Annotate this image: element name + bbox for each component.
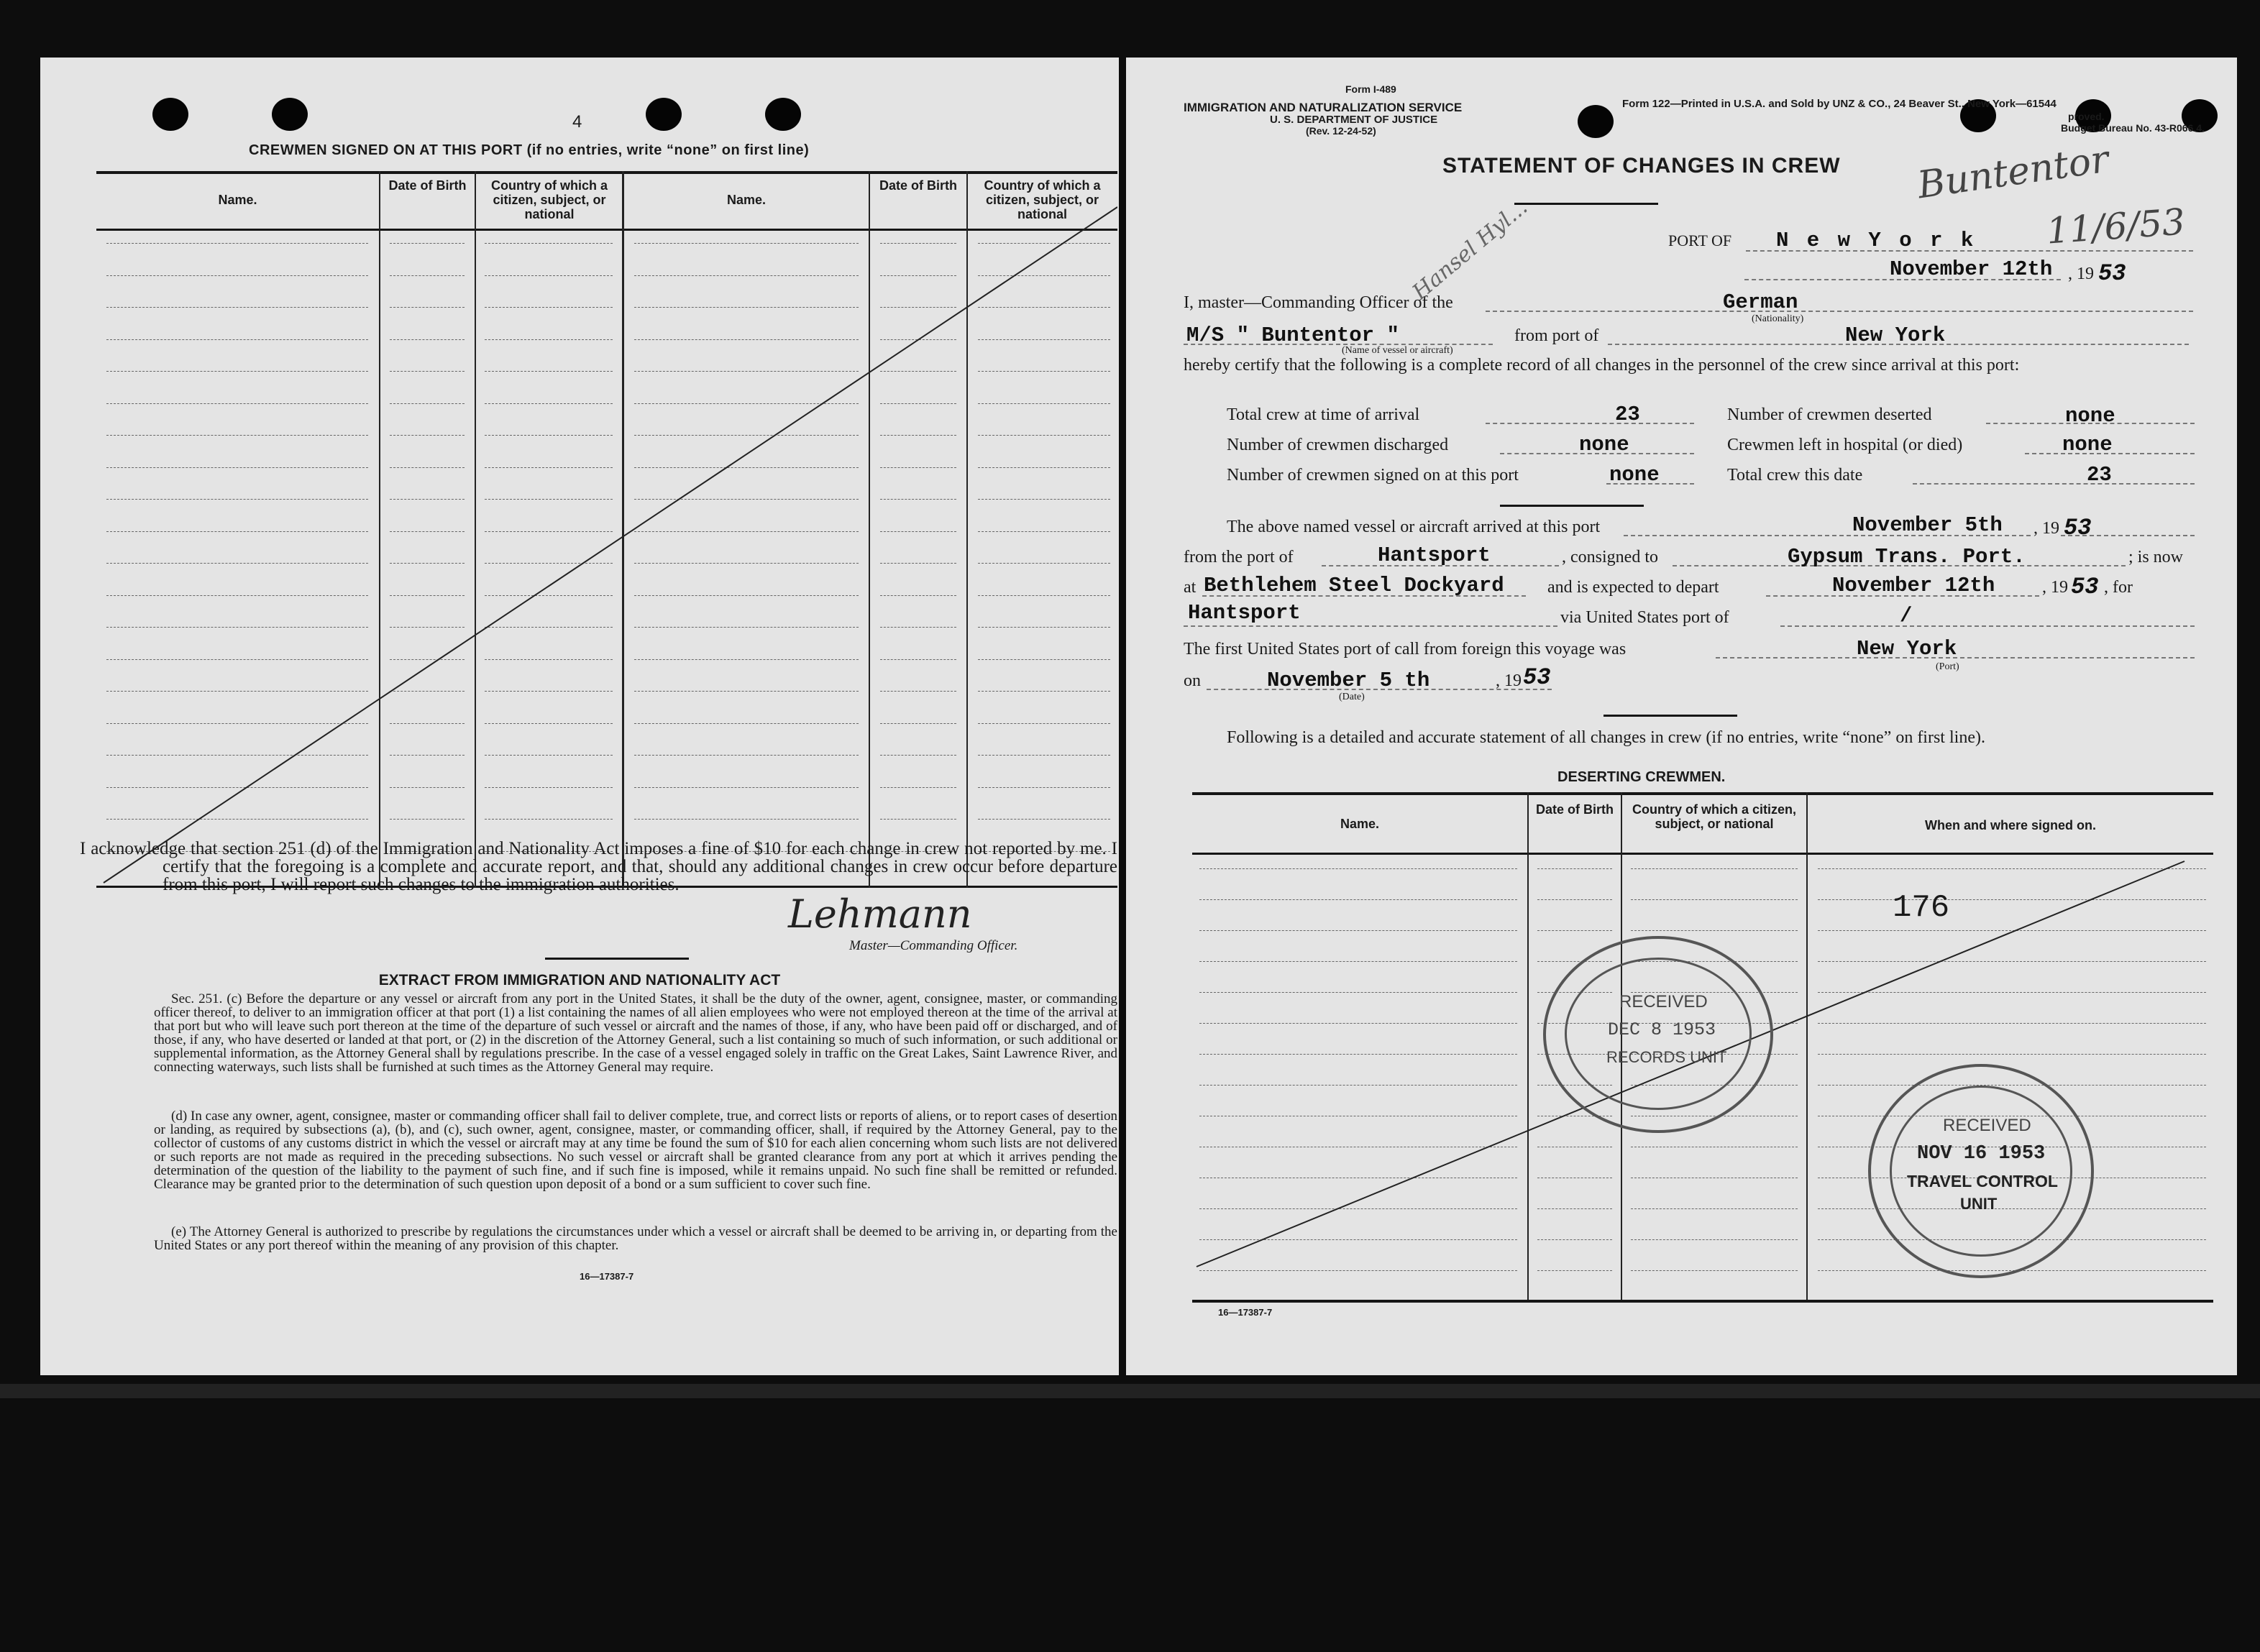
punch-hole (272, 98, 308, 131)
crewmen-hospital-value: none (2062, 433, 2113, 456)
column-header-signed-on: When and where signed on. (1924, 818, 2097, 832)
master-label: I, master—Commanding Officer of the (1184, 293, 1453, 312)
date-year-prefix: , 19 (2068, 265, 2094, 283)
on-label: on (1184, 671, 1201, 690)
column-header-name: Name. (218, 193, 257, 207)
depart-year: 53 (2071, 574, 2099, 600)
for-label: , for (2104, 578, 2133, 597)
port-value: N e w Y o r k (1776, 229, 1977, 252)
nationality-value: German (1723, 290, 1798, 314)
deserting-crewmen-title: DESERTING CREWMEN. (1557, 769, 1726, 785)
arrived-year-prefix: , 19 (2033, 519, 2059, 538)
received-stamp-travel-control (1868, 1064, 2094, 1278)
column-header-date-of-birth: Date of Birth (1536, 802, 1614, 817)
arrived-date-value: November 5th (1852, 513, 2003, 537)
printer-line: Form 122—Printed in U.S.A. and Sold by UNZ & CO., 24 Beaver St., New York—61544 (1622, 98, 2057, 110)
approval-note: proved. (2068, 111, 2105, 122)
received-stamp-records-unit (1543, 936, 1773, 1133)
consigned-label: , consigned to (1562, 548, 1658, 566)
port-caption: (Port) (1936, 661, 1959, 672)
stamp-date-text: NOV 16 1953 (1917, 1143, 2046, 1165)
arrived-year: 53 (2064, 515, 2092, 541)
handwritten-date-note: 11/6/53 (2045, 201, 2187, 252)
on-year-prefix: , 19 (1496, 671, 1522, 690)
crewmen-signed-on-label: Number of crewmen signed on at this port (1227, 466, 1519, 485)
handwritten-vessel-note: Buntentor (1915, 137, 2112, 208)
depart-date-value: November 12th (1832, 574, 1995, 597)
section-title: CREWMEN SIGNED ON AT THIS PORT (if no entries, write “none” on first line) (249, 142, 810, 158)
destination-value: Hantsport (1188, 601, 1301, 625)
nationality-caption: (Nationality) (1752, 313, 1804, 324)
total-crew-arrival-label: Total crew at time of arrival (1227, 405, 1420, 424)
stamp-received-text: RECEIVED (1943, 1116, 2031, 1135)
is-now-label: ; is now (2128, 548, 2184, 566)
scanner-bed-strip (0, 1384, 2260, 1398)
extract-section-e: (e) The Attorney General is authorized to prescribe by regulations the circumstances under which a vessel or aircraft shall be deemed to be arriving in, or departing from the United States or any port thereof within the meaning of any provision of this chapter. (154, 1224, 1117, 1253)
from-the-port-label: from the port of (1184, 548, 1294, 566)
crewmen-deserted-label: Number of crewmen deserted (1727, 405, 1932, 424)
certify-text: hereby certify that the following is a complete record of all changes in the personnel of the crew since arrival at this port: (1184, 356, 2020, 375)
first-port-label: The first United States port of call from foreign this voyage was (1184, 640, 1627, 658)
department-name: U. S. DEPARTMENT OF JUSTICE (1270, 114, 1438, 126)
column-header-date-of-birth: Date of Birth (879, 178, 957, 193)
consigned-value: Gypsum Trans. Port. (1788, 545, 2026, 569)
signed-on-table (96, 171, 1117, 890)
stamp-unit-text: TRAVEL CONTROL (1907, 1172, 2058, 1190)
extract-section-d: (d) In case any owner, agent, consignee, master or commanding officer shall fail to deliver complete, true, and correct lists or reports of aliens, or to report cases of desertion or landing, as required by subsections (a), (b), and (c), such owner, agent, consignee, master, or commanding officer, shall, if required by the Attorney General, pay to the collector of customs of any customs district in which the vessel or aircraft may at any time be found the sum of $10 for each alien concerning whom such lists are not delivered or such reports are not made as required in the preceding subsections. No such vessel or aircraft shall be granted clearance from any port at which it arrives pending the determination of the question of the liability to the payment of such fine, and if such fine is imposed, while it remains unpaid. No such fine shall be remitted or refunded. Clearance may be granted prior to the determination of such question upon deposit of a bond or a sum sufficient to cover such fine. (154, 1109, 1117, 1192)
agency-name: IMMIGRATION AND NATURALIZATION SERVICE (1184, 101, 1463, 114)
punch-hole (765, 98, 801, 131)
vessel-caption: (Name of vessel or aircraft) (1342, 345, 1453, 356)
depart-year-prefix: , 19 (2042, 578, 2068, 597)
punch-hole (152, 98, 188, 131)
handwritten-initials: Hansel Hyl... (1407, 194, 1533, 306)
stamp-received-text: RECEIVED (1619, 992, 1708, 1011)
form-number: Form I-489 (1345, 83, 1396, 95)
strike-through-line (96, 171, 1117, 888)
stamp-unit-text: RECORDS UNIT (1606, 1048, 1727, 1066)
column-header-name: Name. (726, 193, 767, 207)
first-port-value: New York (1857, 637, 1957, 661)
column-header-country: Country of which a citizen, subject, or national (984, 178, 1101, 221)
total-crew-arrival-value: 23 (1615, 403, 1640, 426)
column-header-country: Country of which a citizen, subject, or national (491, 178, 608, 221)
acknowledgment-text: I acknowledge that section 251 (d) of the Immigration and Nationality Act imposes a fine of $10 for each change in crew not reported by me. I certify that the foregoing is a complete and accurate report, and that, should any additional changes in crew occur before departure from this port, I will report such changes to the immigration authorities. (80, 839, 1117, 894)
budget-bureau-number: Budget Bureau No. 43-R066.4. (2061, 122, 2205, 134)
at-value: Bethlehem Steel Dockyard (1204, 574, 1504, 597)
extract-title: EXTRACT FROM IMMIGRATION AND NATIONALITY ACT (378, 972, 781, 988)
from-port-value: New York (1845, 323, 1946, 347)
extract-section-c: Sec. 251. (c) Before the departure or any vessel or aircraft from any port in the United States, it shall be the duty of the owner, agent, consignee, master, or commanding officer thereof, to deliver to an immigration officer at that port (1) a list containing the names of all alien employees who were not employed thereon at the time of the arrival at that port but who will leave such port thereon at the time of the departure of such vessel or aircraft and the names of those, if any, who have been paid off or discharged, and of those, if any, who have deserted or landed at that port, or (2) in the discretion of the Attorney General, such a list containing so much of such information, or such additional or supplemental information, as the Attorney General shall by regulations prescribe. In the case of a vessel engaged solely in traffic on the Great Lakes, Saint Lawrence River, and connecting waterways, such lists shall be furnished at such times as the Attorney General may require. (154, 991, 1117, 1075)
form-code: 16—17387-7 (1218, 1307, 1273, 1318)
crewmen-hospital-label: Crewmen left in hospital (or died) (1727, 436, 1963, 454)
punch-hole (646, 98, 682, 131)
date-year: 53 (2098, 260, 2126, 287)
stamp-date-text: DEC 8 1953 (1608, 1019, 1716, 1040)
column-header-name: Name. (1340, 817, 1380, 831)
depart-label: and is expected to depart (1547, 578, 1719, 597)
following-text: Following is a detailed and accurate statement of all changes in crew (if no entries, write “none” on first line). (1227, 728, 1985, 747)
on-year: 53 (1523, 664, 1551, 691)
number-entry: 176 (1893, 890, 1950, 926)
crewmen-signed-on-value: none (1609, 463, 1660, 487)
via-value: / (1900, 604, 1913, 628)
column-header-country: Country of which a citizen, subject, or national (1632, 802, 1796, 831)
total-crew-date-value: 23 (2087, 463, 2112, 487)
port-label: PORT OF (1668, 231, 1732, 249)
right-page (1126, 58, 2237, 1375)
crewmen-deserted-value: none (2065, 404, 2115, 428)
total-crew-date-label: Total crew this date (1727, 466, 1863, 485)
crewmen-discharged-value: none (1579, 433, 1629, 456)
date-caption: (Date) (1339, 692, 1365, 702)
master-signature: Lehmann (788, 891, 972, 937)
at-label: at (1184, 578, 1197, 597)
vessel-name-value: M/S " Buntentor " (1186, 323, 1399, 347)
punch-hole (1578, 105, 1614, 138)
form-revision: (Rev. 12-24-52) (1306, 125, 1376, 137)
from-port-label: from port of (1514, 326, 1599, 345)
via-label: via United States port of (1560, 608, 1729, 627)
date-value: November 12th (1890, 257, 2053, 281)
form-title: STATEMENT OF CHANGES IN CREW (1442, 154, 1841, 178)
page-number: 4 (572, 112, 582, 132)
from-the-port-value: Hantsport (1378, 543, 1491, 567)
left-page (40, 58, 1119, 1375)
signature-caption: Master—Commanding Officer. (849, 938, 1018, 953)
crewmen-discharged-label: Number of crewmen discharged (1227, 436, 1449, 454)
stamp-unit-text: UNIT (1960, 1195, 1998, 1213)
on-date-value: November 5 th (1267, 669, 1430, 692)
arrived-label: The above named vessel or aircraft arrived at this port (1227, 518, 1601, 536)
column-header-date-of-birth: Date of Birth (388, 178, 467, 193)
form-code: 16—17387-7 (580, 1271, 634, 1282)
